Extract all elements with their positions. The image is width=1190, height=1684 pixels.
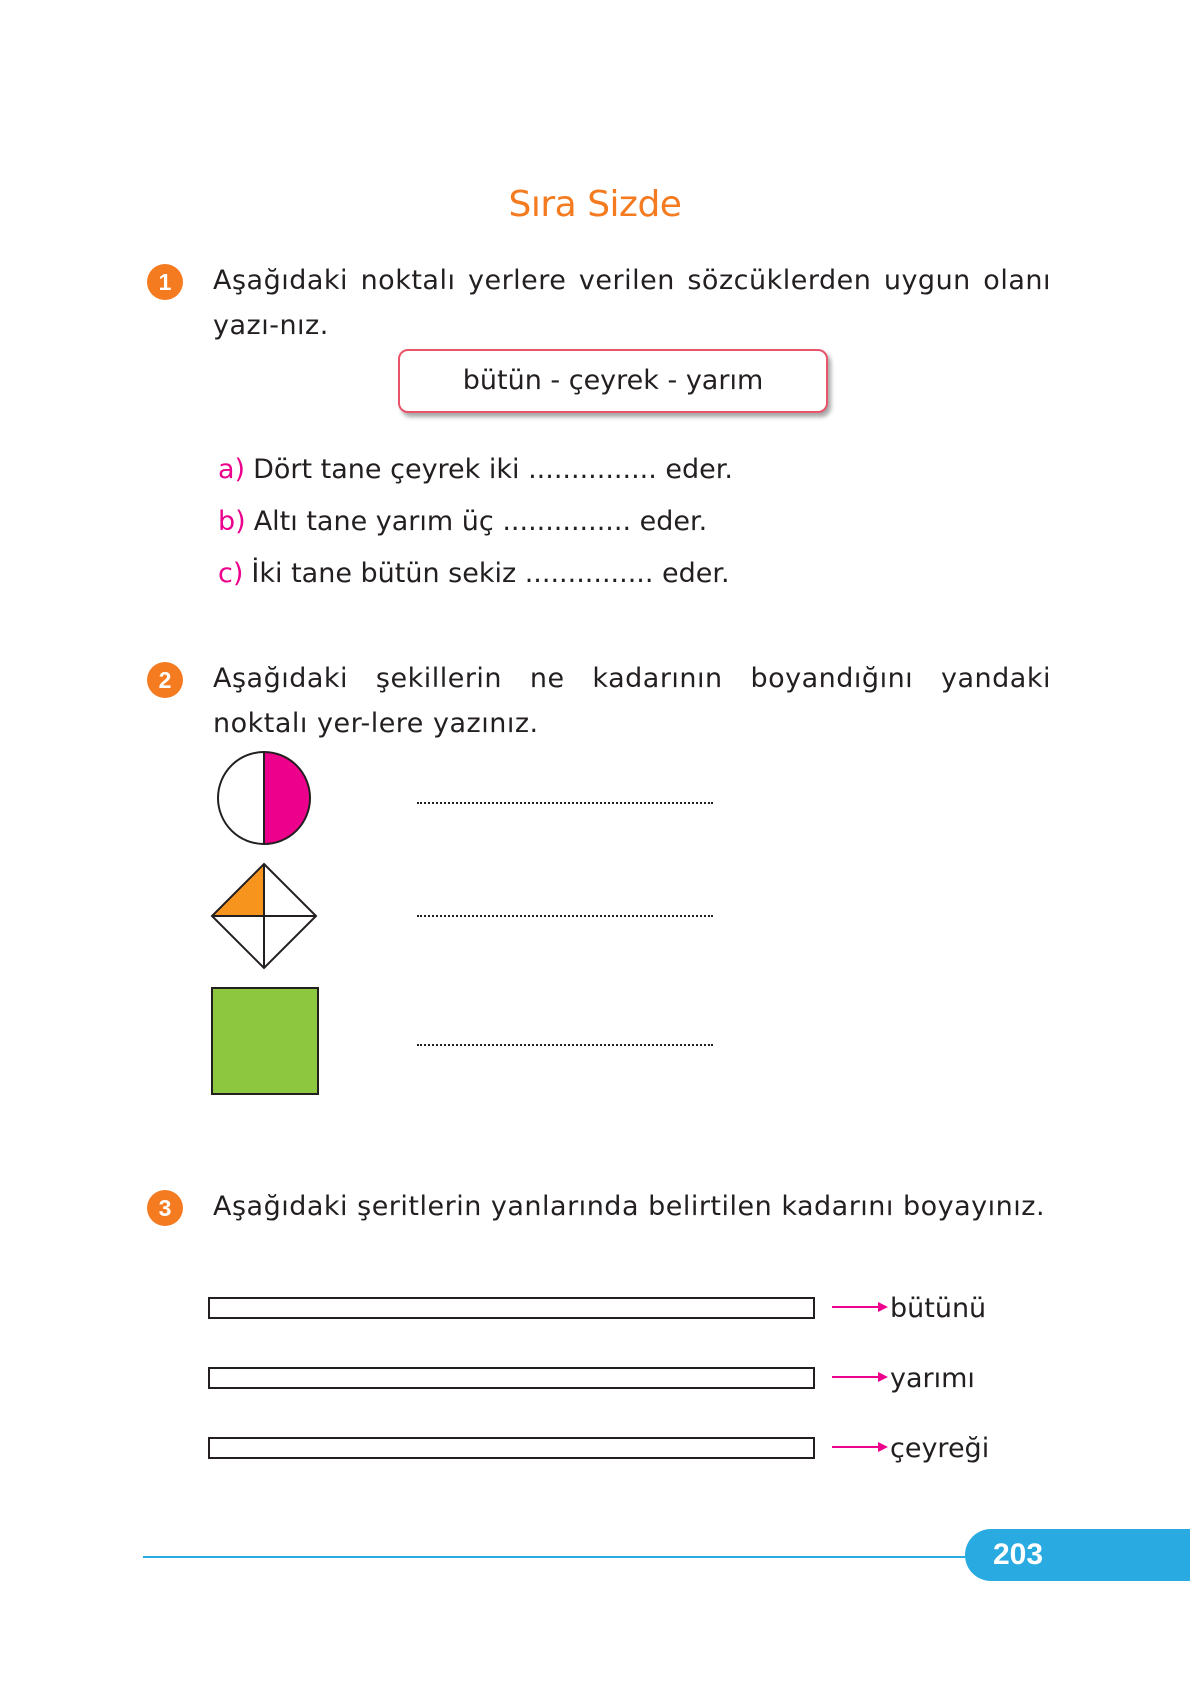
half-shaded-circle xyxy=(216,750,312,846)
strip-quarter[interactable] xyxy=(208,1437,815,1459)
arrow-icon xyxy=(832,1300,888,1314)
question-1-number: 1 xyxy=(147,264,183,300)
question-1-item-b xyxy=(218,502,707,542)
strip-label-whole: bütünü xyxy=(890,1293,987,1324)
item-text: Dört tane çeyrek iki ............... eder. xyxy=(253,454,733,485)
strip-label-quarter: çeyreği xyxy=(890,1433,990,1464)
answer-blank-diamond[interactable] xyxy=(417,915,713,917)
strip-whole[interactable] xyxy=(208,1297,815,1319)
answer-blank-circle[interactable] xyxy=(417,802,713,804)
page-number: 203 xyxy=(965,1529,1190,1581)
question-1-item-c xyxy=(218,554,730,594)
item-label: b) xyxy=(218,506,246,537)
question-2-number: 2 xyxy=(147,662,183,698)
question-3-text: Aşağıdaki şeritlerin yanlarında belirtilen kadarını boyayınız. xyxy=(213,1191,1046,1222)
question-1-item-a xyxy=(218,450,733,490)
question-1-text: Aşağıdaki noktalı yerlere verilen sözcüklerden uygun olanı yazı-nız. xyxy=(213,265,1051,341)
arrow-icon xyxy=(832,1440,888,1454)
question-3-number: 3 xyxy=(147,1190,183,1226)
arrow-icon xyxy=(832,1370,888,1384)
footer-line xyxy=(143,1556,1063,1558)
item-text: İki tane bütün sekiz ............... eder. xyxy=(251,558,730,589)
item-text: Altı tane yarım üç ............... eder. xyxy=(253,506,708,537)
fully-shaded-square xyxy=(211,987,319,1095)
strip-half[interactable] xyxy=(208,1367,815,1389)
word-bank-box: bütün - çeyrek - yarım xyxy=(398,349,828,413)
question-2-text: Aşağıdaki şekillerin ne kadarının boyandığını yandaki noktalı yer-lere yazınız. xyxy=(213,663,1051,739)
circle-shaded-half xyxy=(264,752,310,844)
quarter-shaded-diamond xyxy=(210,862,318,970)
item-label: a) xyxy=(218,454,246,485)
answer-blank-square[interactable] xyxy=(417,1044,713,1046)
item-label: c) xyxy=(218,558,244,589)
strip-label-half: yarımı xyxy=(890,1363,975,1394)
page-title: Sıra Sizde xyxy=(508,184,682,225)
